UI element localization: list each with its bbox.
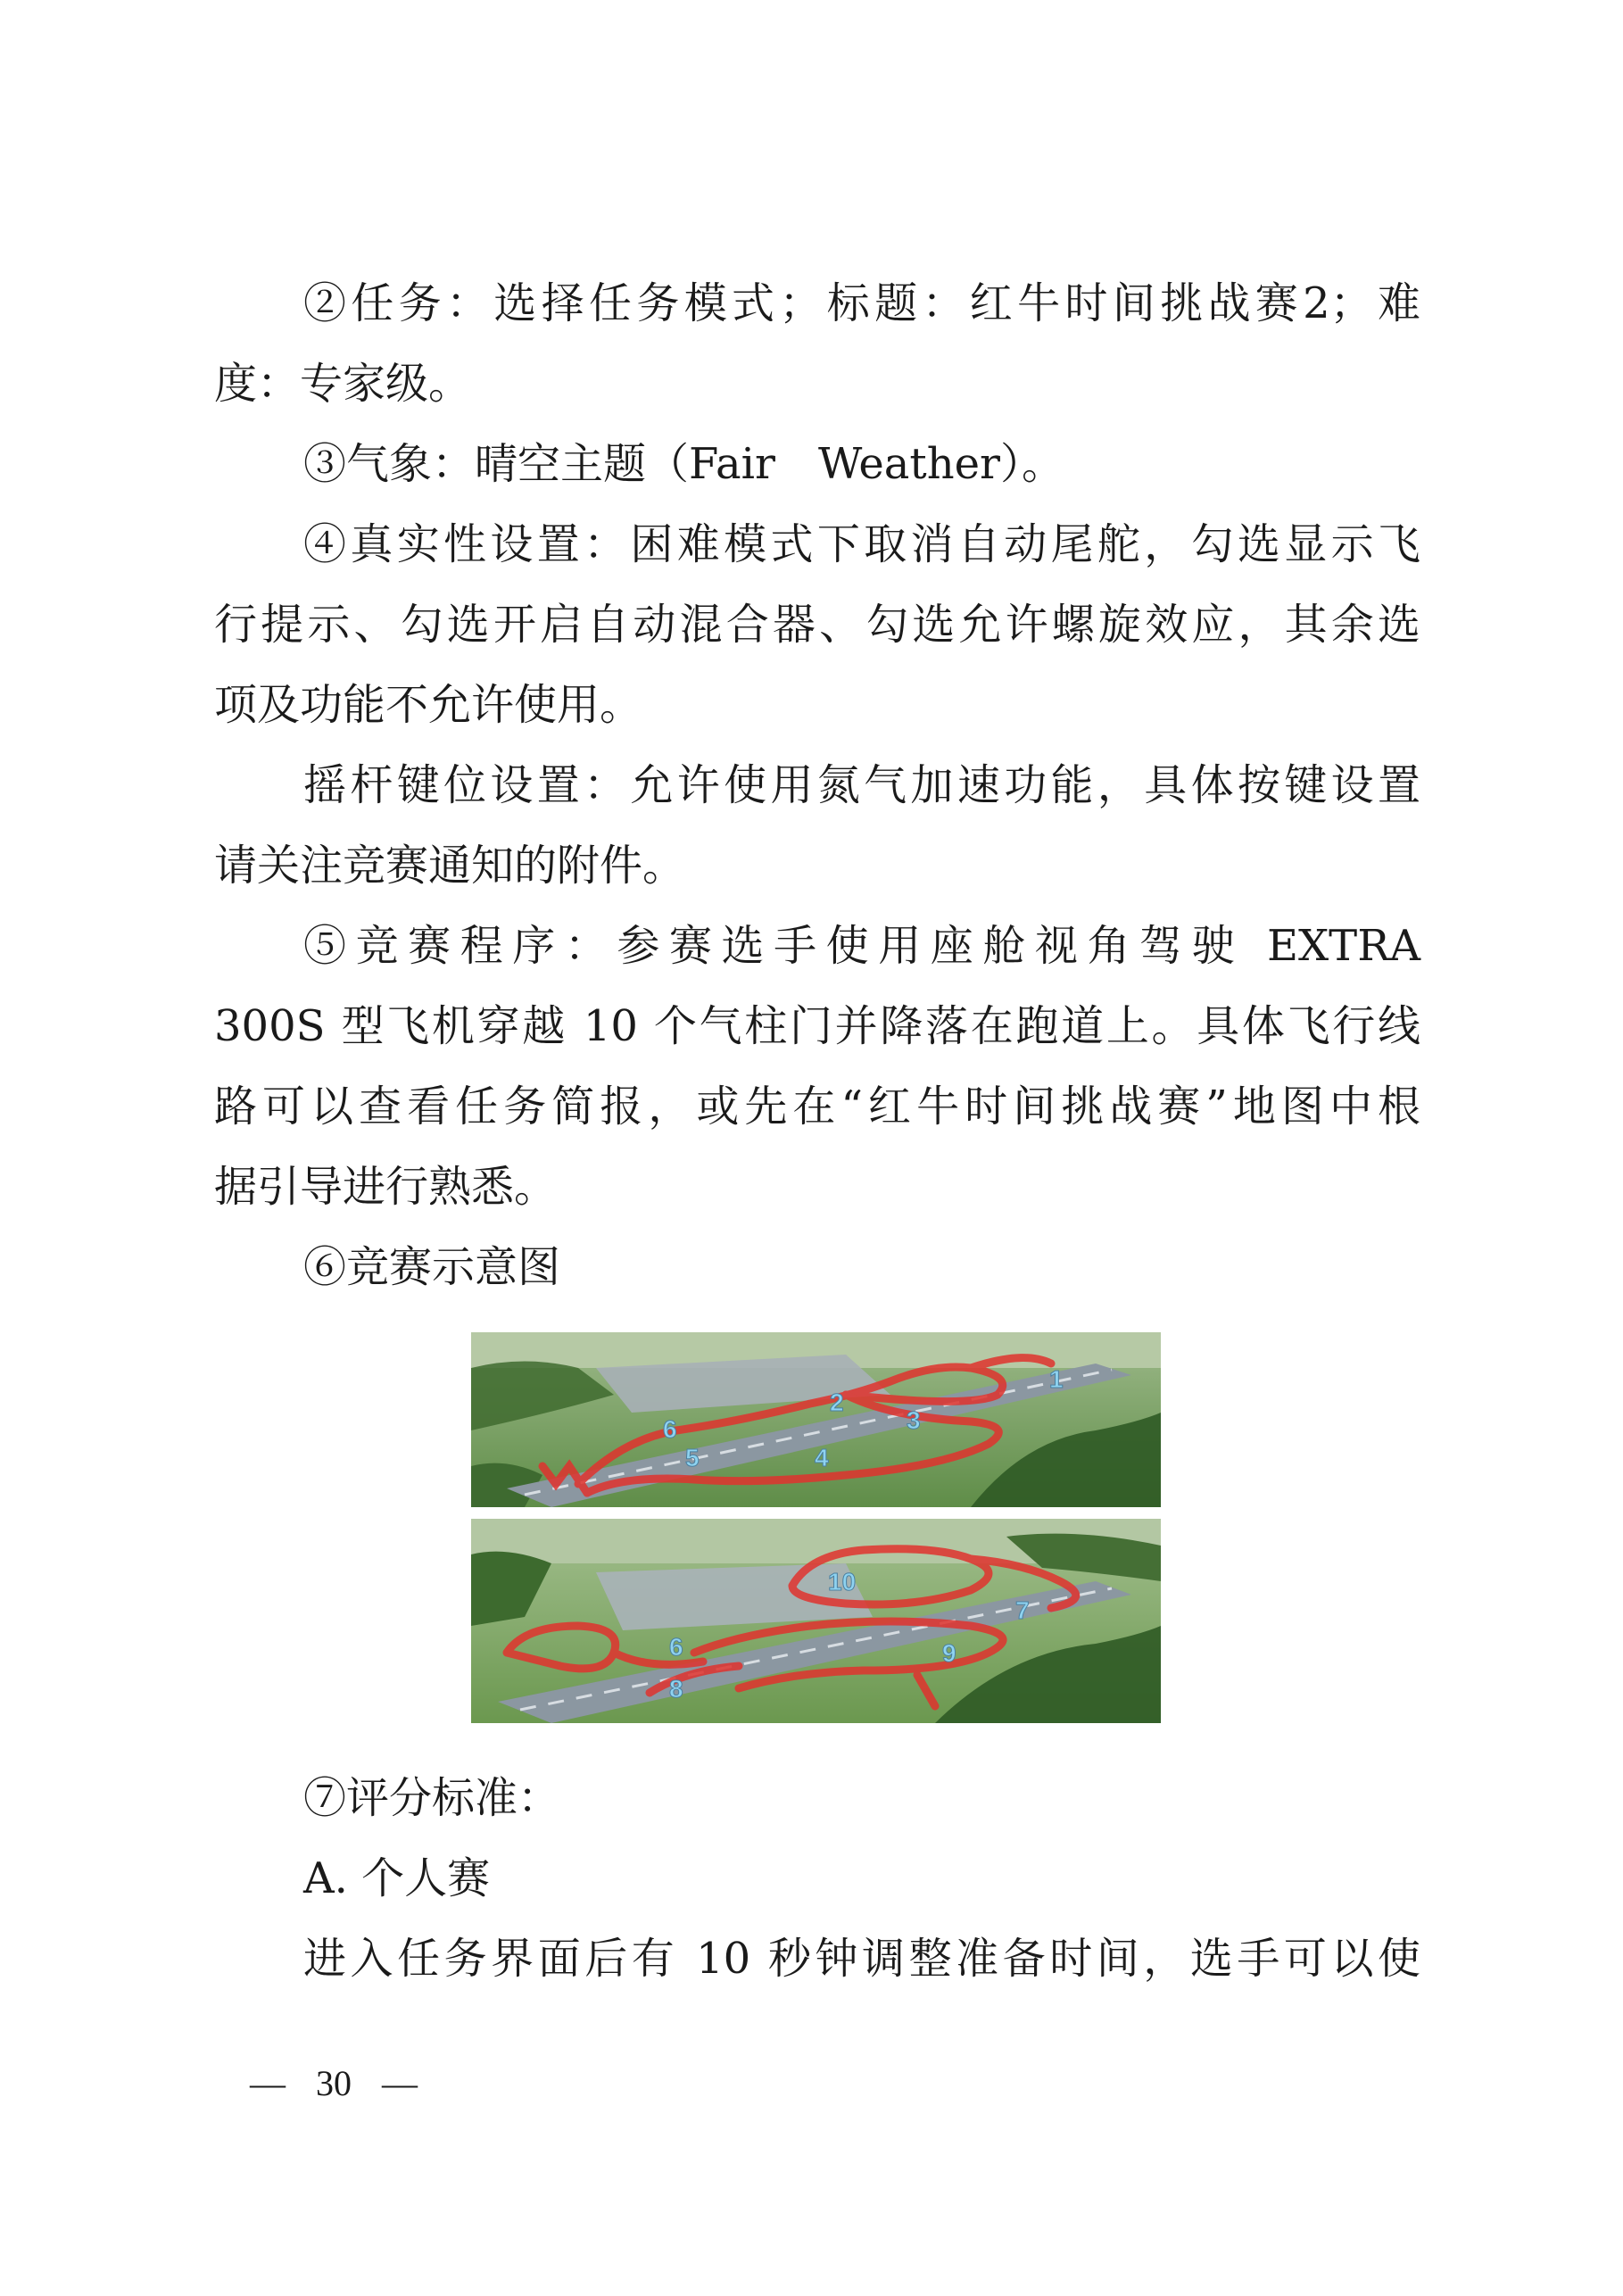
text-line: ②任务：选择任务模式；标题：红牛时间挑战赛2；难 — [303, 278, 1420, 328]
text-line: ④真实性设置：困难模式下取消自动尾舵，勾选显示飞 — [303, 519, 1420, 569]
gate-label: 9 — [942, 1639, 956, 1667]
gate-label: 6 — [663, 1415, 677, 1443]
gate-label: 3 — [907, 1406, 921, 1434]
page-number — [250, 2061, 418, 2106]
text-line: 摇杆键位设置：允许使用氮气加速功能，具体按键设置 — [303, 760, 1420, 810]
text-line: 路可以查看任务简报，或先在“红牛时间挑战赛”地图中根 — [214, 1082, 1420, 1131]
text-line: 据引导进行熟悉。 — [214, 1162, 558, 1212]
text-line: ⑥竞赛示意图 — [303, 1242, 561, 1292]
gate-label: 5 — [685, 1444, 700, 1471]
text-line: 进入任务界面后有 10 秒钟调整准备时间，选手可以使 — [303, 1934, 1420, 1984]
text-line: ⑤竞赛程序：参赛选手使用座舱视角驾驶 EXTRA — [303, 921, 1420, 971]
text-line: 项及功能不允许使用。 — [214, 680, 643, 730]
text-line: 行提示、勾选开启自动混合器、勾选允许螺旋效应，其余选 — [214, 600, 1420, 650]
text-line: 300S 型飞机穿越 10 个气柱门并降落在跑道上。具体飞行线 — [214, 1001, 1420, 1051]
page-number-value: 30 — [316, 2063, 352, 2103]
gate-label: 4 — [815, 1444, 829, 1471]
course-diagram-bottom — [471, 1519, 1161, 1723]
course-diagram-top — [471, 1332, 1161, 1507]
gate-label: 6 — [669, 1633, 683, 1661]
page-number-dash: — — [250, 2063, 286, 2103]
text-line: ⑦评分标准： — [303, 1773, 561, 1823]
section-heading: A. 个人赛 — [303, 1853, 491, 1903]
page-number-dash: — — [382, 2063, 418, 2103]
text-line: 度：专家级。 — [214, 359, 472, 409]
gate-label: 7 — [1015, 1596, 1030, 1624]
gate-label: 8 — [669, 1675, 683, 1703]
text-line: 请关注竞赛通知的附件。 — [214, 841, 686, 891]
gate-label: 1 — [1049, 1365, 1064, 1393]
gate-label: 10 — [828, 1568, 857, 1596]
text-line: ③气象：晴空主题（Fair Weather）。 — [303, 439, 1064, 489]
gate-label: 2 — [830, 1388, 844, 1416]
